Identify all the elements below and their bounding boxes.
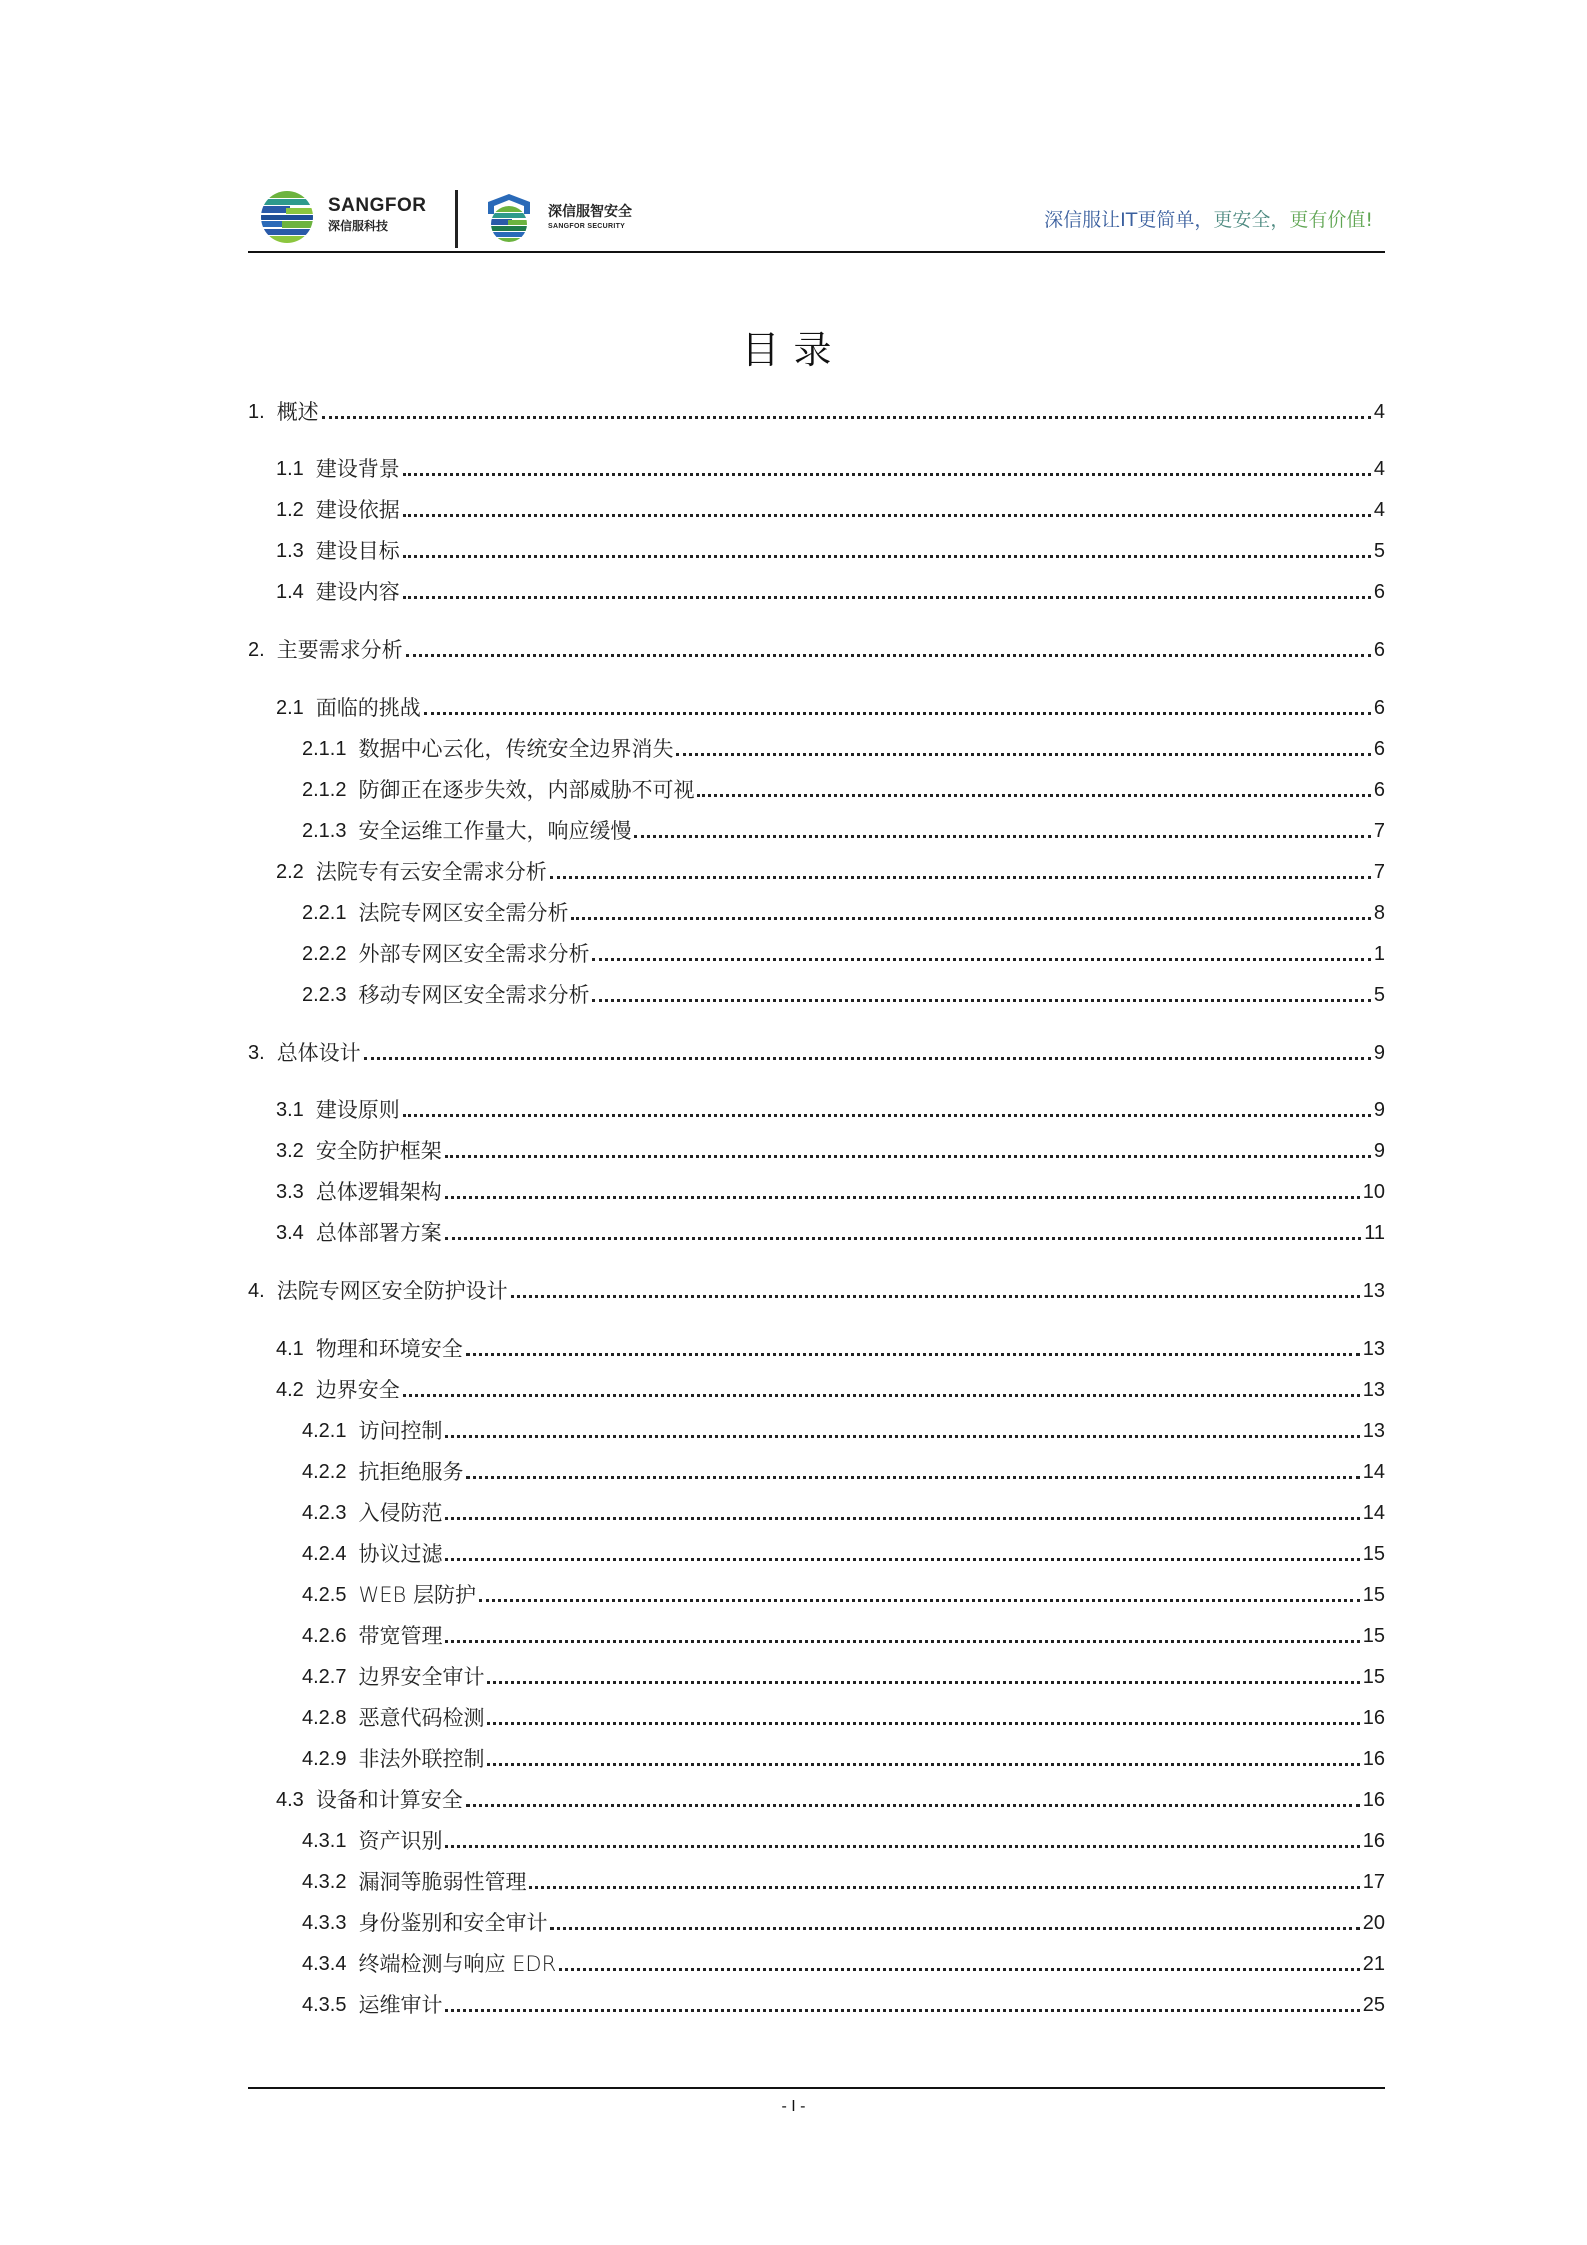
toc-entry[interactable]	[248, 1907, 1385, 1937]
page-header	[248, 182, 1385, 250]
brand-name-cn: 深信服科技	[328, 219, 389, 233]
toc-entry[interactable]	[248, 979, 1385, 1009]
toc-entry-number: 4.	[248, 1280, 265, 1302]
toc-dot-leader	[445, 1196, 1360, 1199]
toc-entry[interactable]	[248, 535, 1385, 565]
toc-entry[interactable]	[248, 1661, 1385, 1691]
toc-dot-leader	[445, 1237, 1361, 1240]
toc-entry-title[interactable]: 终端检测与响应 EDR	[358, 1952, 557, 1976]
toc-entry-number: 2.1.2	[302, 779, 347, 801]
toc-entry-title[interactable]: 法院专有云安全需求分析	[315, 860, 547, 884]
toc-entry-page: 21	[1362, 1953, 1385, 1975]
page-number: - I -	[781, 2098, 806, 2115]
toc-entry-page: 9	[1373, 1042, 1385, 1064]
toc-entry-page: 5	[1373, 540, 1385, 562]
toc-entry-title[interactable]: 边界安全	[315, 1378, 400, 1402]
toc-entry[interactable]	[248, 938, 1385, 968]
toc-entry-title[interactable]: 建设背景	[315, 457, 400, 481]
toc-entry-page: 16	[1362, 1748, 1385, 1770]
toc-entry-page: 6	[1373, 779, 1385, 801]
header-slogan	[1044, 208, 1373, 232]
toc-dot-leader	[424, 712, 1371, 715]
toc-entry-page: 13	[1362, 1338, 1385, 1360]
toc-entry-page: 6	[1373, 581, 1385, 603]
toc-entry-title[interactable]: 访问控制	[358, 1419, 443, 1443]
toc-dot-leader	[592, 958, 1370, 961]
toc-dot-leader	[511, 1295, 1360, 1298]
toc-dot-leader	[445, 1517, 1359, 1520]
toc-entry[interactable]	[248, 815, 1385, 845]
toc-entry-title[interactable]: 带宽管理	[358, 1624, 443, 1648]
toc-entry[interactable]	[248, 1176, 1385, 1206]
toc-entry-title[interactable]: WEB 层防护	[358, 1583, 476, 1607]
toc-entry-number: 4.1	[276, 1338, 304, 1360]
security-brand	[548, 204, 632, 230]
toc-entry-title[interactable]: 概述	[276, 400, 319, 424]
toc-entry-page: 16	[1362, 1789, 1385, 1811]
security-name-cn: 深信服智安全	[548, 204, 632, 220]
brand-name-en: SANGFOR	[328, 195, 427, 216]
toc-entry-title[interactable]: 恶意代码检测	[358, 1706, 485, 1730]
toc-entry[interactable]	[248, 1579, 1385, 1609]
toc-entry-number: 4.3.2	[302, 1871, 347, 1893]
toc-dot-leader	[406, 654, 1371, 657]
toc-entry-number: 3.	[248, 1042, 265, 1064]
header-rule	[248, 251, 1385, 253]
toc-dot-leader	[445, 2009, 1359, 2012]
toc-dot-leader	[403, 473, 1371, 476]
toc-entry-title[interactable]: 安全防护框架	[315, 1139, 442, 1163]
toc-entry-title[interactable]: 数据中心云化，传统安全边界消失	[358, 737, 674, 761]
toc-dot-leader	[529, 1886, 1359, 1889]
toc-entry[interactable]	[248, 856, 1385, 886]
toc-dot-leader	[445, 1558, 1359, 1561]
toc-dot-leader	[479, 1599, 1360, 1602]
toc-entry-number: 1.1	[276, 458, 304, 480]
toc-entry-title[interactable]: 安全运维工作量大，响应缓慢	[358, 819, 632, 843]
toc-entry[interactable]	[248, 774, 1385, 804]
toc-entry-title[interactable]: 主要需求分析	[276, 638, 403, 662]
toc-entry[interactable]	[248, 1702, 1385, 1732]
toc-entry-number: 2.2.2	[302, 943, 347, 965]
toc-entry-title[interactable]: 法院专网区安全需分析	[358, 901, 569, 925]
toc-entry-title[interactable]: 总体逻辑架构	[315, 1180, 442, 1204]
toc-entry[interactable]	[248, 1217, 1385, 1247]
toc-entry-page: 13	[1362, 1379, 1385, 1401]
toc-entry-number: 2.2.3	[302, 984, 347, 1006]
toc-entry-page: 14	[1362, 1502, 1385, 1524]
toc-entry-number: 4.3.5	[302, 1994, 347, 2016]
toc-entry[interactable]	[248, 692, 1385, 722]
toc-entry-page: 14	[1362, 1461, 1385, 1483]
toc-dot-leader	[403, 555, 1371, 558]
toc-entry-page: 15	[1362, 1625, 1385, 1647]
toc-dot-leader	[487, 1722, 1359, 1725]
toc-entry-page: 6	[1373, 639, 1385, 661]
toc-entry-page: 4	[1373, 458, 1385, 480]
toc-dot-leader	[571, 917, 1370, 920]
toc-entry-number: 4.2.1	[302, 1420, 347, 1442]
toc-entry[interactable]	[248, 494, 1385, 524]
toc-entry-title[interactable]: 运维审计	[358, 1993, 443, 2017]
slogan-part-2: 更安全，	[1213, 209, 1290, 231]
toc-entry-page: 9	[1373, 1140, 1385, 1162]
toc-entry-page: 5	[1373, 984, 1385, 1006]
toc-entry-number: 4.2.6	[302, 1625, 347, 1647]
toc-entry-title[interactable]: 法院专网区安全防护设计	[276, 1279, 508, 1303]
toc-dot-leader	[403, 1114, 1371, 1117]
toc-dot-leader	[466, 1804, 1360, 1807]
toc-entry[interactable]	[248, 1743, 1385, 1773]
toc-entry[interactable]	[248, 1135, 1385, 1165]
toc-entry-title[interactable]: 非法外联控制	[358, 1747, 485, 1771]
toc-entry-page: 9	[1373, 1099, 1385, 1121]
toc-dot-leader	[559, 1968, 1360, 1971]
toc-entry-number: 4.2.5	[302, 1584, 347, 1606]
toc-entry[interactable]	[248, 396, 1385, 426]
toc-entry-title[interactable]: 资产识别	[358, 1829, 443, 1853]
toc-entry[interactable]	[248, 1825, 1385, 1855]
toc-entry-number: 3.2	[276, 1140, 304, 1162]
toc-entry-number: 4.3.4	[302, 1953, 347, 1975]
toc-dot-leader	[322, 416, 1371, 419]
toc-entry[interactable]	[248, 1497, 1385, 1527]
toc-entry-page: 15	[1362, 1543, 1385, 1565]
toc-entry-title[interactable]: 外部专网区安全需求分析	[358, 942, 590, 966]
toc-entry-page: 16	[1362, 1830, 1385, 1852]
toc-entry-title[interactable]: 建设依据	[315, 498, 400, 522]
toc-entry[interactable]	[248, 1275, 1385, 1305]
sangfor-brand	[328, 196, 427, 234]
logo-divider	[455, 190, 458, 248]
toc-dot-leader	[403, 514, 1371, 517]
sangfor-globe-logo-icon	[260, 190, 314, 244]
toc-entry[interactable]	[248, 1784, 1385, 1814]
toc-entry-number: 3.4	[276, 1222, 304, 1244]
page-title: 目录	[741, 328, 846, 372]
toc-entry-page: 20	[1362, 1912, 1385, 1934]
sangfor-security-shield-icon	[484, 192, 534, 244]
toc-entry-page: 10	[1362, 1181, 1385, 1203]
toc-entry-title[interactable]: 边界安全审计	[358, 1665, 485, 1689]
toc-entry-number: 2.	[248, 639, 265, 661]
toc-dot-leader	[592, 999, 1370, 1002]
toc-entry-page: 4	[1373, 401, 1385, 423]
toc-dot-leader	[550, 876, 1371, 879]
toc-entry-number: 1.3	[276, 540, 304, 562]
toc-entry-number: 2.1.3	[302, 820, 347, 842]
toc-entry-title[interactable]: 入侵防范	[358, 1501, 443, 1525]
toc-dot-leader	[634, 835, 1370, 838]
toc-entry-title[interactable]: 设备和计算安全	[315, 1788, 463, 1812]
toc-entry-number: 1.2	[276, 499, 304, 521]
toc-entry-title[interactable]: 总体设计	[276, 1041, 361, 1065]
toc-entry-number: 4.2.7	[302, 1666, 347, 1688]
toc-entry[interactable]	[248, 1948, 1385, 1978]
toc-dot-leader	[676, 753, 1370, 756]
toc-entry-number: 4.2.3	[302, 1502, 347, 1524]
toc-entry-page: 15	[1362, 1666, 1385, 1688]
toc-entry-page: 15	[1362, 1584, 1385, 1606]
toc-entry-title[interactable]: 抗拒绝服务	[358, 1460, 464, 1484]
toc-entry-number: 2.1	[276, 697, 304, 719]
toc-entry-number: 4.2.9	[302, 1748, 347, 1770]
toc-dot-leader	[445, 1640, 1359, 1643]
toc-entry-number: 4.3	[276, 1789, 304, 1811]
toc-dot-leader	[364, 1057, 1371, 1060]
toc-entry[interactable]	[248, 1538, 1385, 1568]
footer-rule	[248, 2087, 1385, 2089]
toc-entry-number: 4.2.4	[302, 1543, 347, 1565]
toc-entry-title[interactable]: 建设目标	[315, 539, 400, 563]
toc-entry-page: 11	[1364, 1222, 1385, 1244]
toc-dot-leader	[445, 1435, 1359, 1438]
toc-entry[interactable]	[248, 576, 1385, 606]
toc-dot-leader	[403, 596, 1371, 599]
toc-entry-title[interactable]: 物理和环境安全	[315, 1337, 463, 1361]
toc-entry-number: 4.2.2	[302, 1461, 347, 1483]
toc-entry-title[interactable]: 协议过滤	[358, 1542, 443, 1566]
toc-entry[interactable]	[248, 453, 1385, 483]
toc-entry-number: 4.2.8	[302, 1707, 347, 1729]
toc-entry-page: 6	[1373, 697, 1385, 719]
toc-entry-number: 2.2.1	[302, 902, 347, 924]
toc-entry-title[interactable]: 移动专网区安全需求分析	[358, 983, 590, 1007]
toc-entry-title[interactable]: 建设内容	[315, 580, 400, 604]
toc-entry-number: 2.1.1	[302, 738, 347, 760]
toc-entry-number: 4.2	[276, 1379, 304, 1401]
toc-entry-page: 6	[1373, 738, 1385, 760]
toc-entry-title[interactable]: 总体部署方案	[315, 1221, 442, 1245]
toc-entry-page: 7	[1373, 820, 1385, 842]
toc-entry[interactable]	[248, 897, 1385, 927]
toc-entry-number: 1.	[248, 401, 265, 423]
toc-entry-page: 13	[1362, 1280, 1385, 1302]
toc-dot-leader	[466, 1476, 1359, 1479]
toc-entry-page: 16	[1362, 1707, 1385, 1729]
toc-entry-number: 3.1	[276, 1099, 304, 1121]
slogan-part-3: 更有价值!	[1289, 209, 1373, 231]
toc-entry-title[interactable]: 身份鉴别和安全审计	[358, 1911, 548, 1935]
toc-entry[interactable]	[248, 1989, 1385, 2019]
toc-entry-page: 25	[1362, 1994, 1385, 2016]
toc-entry-number: 4.3.1	[302, 1830, 347, 1852]
toc-dot-leader	[466, 1353, 1360, 1356]
toc-entry[interactable]	[248, 1415, 1385, 1445]
toc-entry-number: 1.4	[276, 581, 304, 603]
toc-dot-leader	[445, 1845, 1359, 1848]
toc-dot-leader	[487, 1763, 1359, 1766]
toc-dot-leader	[445, 1155, 1371, 1158]
toc-entry-title[interactable]: 建设原则	[315, 1098, 400, 1122]
toc-entry-page: 4	[1373, 499, 1385, 521]
toc-entry[interactable]	[248, 1094, 1385, 1124]
toc-entry[interactable]	[248, 1374, 1385, 1404]
toc-dot-leader	[697, 794, 1370, 797]
toc-dot-leader	[487, 1681, 1359, 1684]
toc-entry-page: 13	[1362, 1420, 1385, 1442]
toc-entry-number: 3.3	[276, 1181, 304, 1203]
toc-entry-page: 8	[1373, 902, 1385, 924]
toc-entry-page: 7	[1373, 861, 1385, 883]
toc-entry[interactable]	[248, 1333, 1385, 1363]
toc-entry[interactable]	[248, 1620, 1385, 1650]
toc-entry-title[interactable]: 面临的挑战	[315, 696, 421, 720]
toc-entry[interactable]	[248, 1456, 1385, 1486]
toc-entry[interactable]	[248, 634, 1385, 664]
slogan-part-1: 深信服让IT更简单，	[1044, 209, 1214, 231]
toc-dot-leader	[550, 1927, 1359, 1930]
toc-entry[interactable]	[248, 1866, 1385, 1896]
toc-entry-title[interactable]: 漏洞等脆弱性管理	[358, 1870, 527, 1894]
toc-entry-number: 2.2	[276, 861, 304, 883]
toc-entry[interactable]	[248, 1037, 1385, 1067]
toc-entry-number: 4.3.3	[302, 1912, 347, 1934]
toc-entry-page: 17	[1362, 1871, 1385, 1893]
toc-entry-page: 1	[1373, 943, 1385, 965]
toc-entry[interactable]	[248, 733, 1385, 763]
toc-dot-leader	[403, 1394, 1360, 1397]
security-name-en: SANGFOR SECURITY	[548, 223, 626, 230]
toc-entry-title[interactable]: 防御正在逐步失效，内部威胁不可视	[358, 778, 695, 802]
